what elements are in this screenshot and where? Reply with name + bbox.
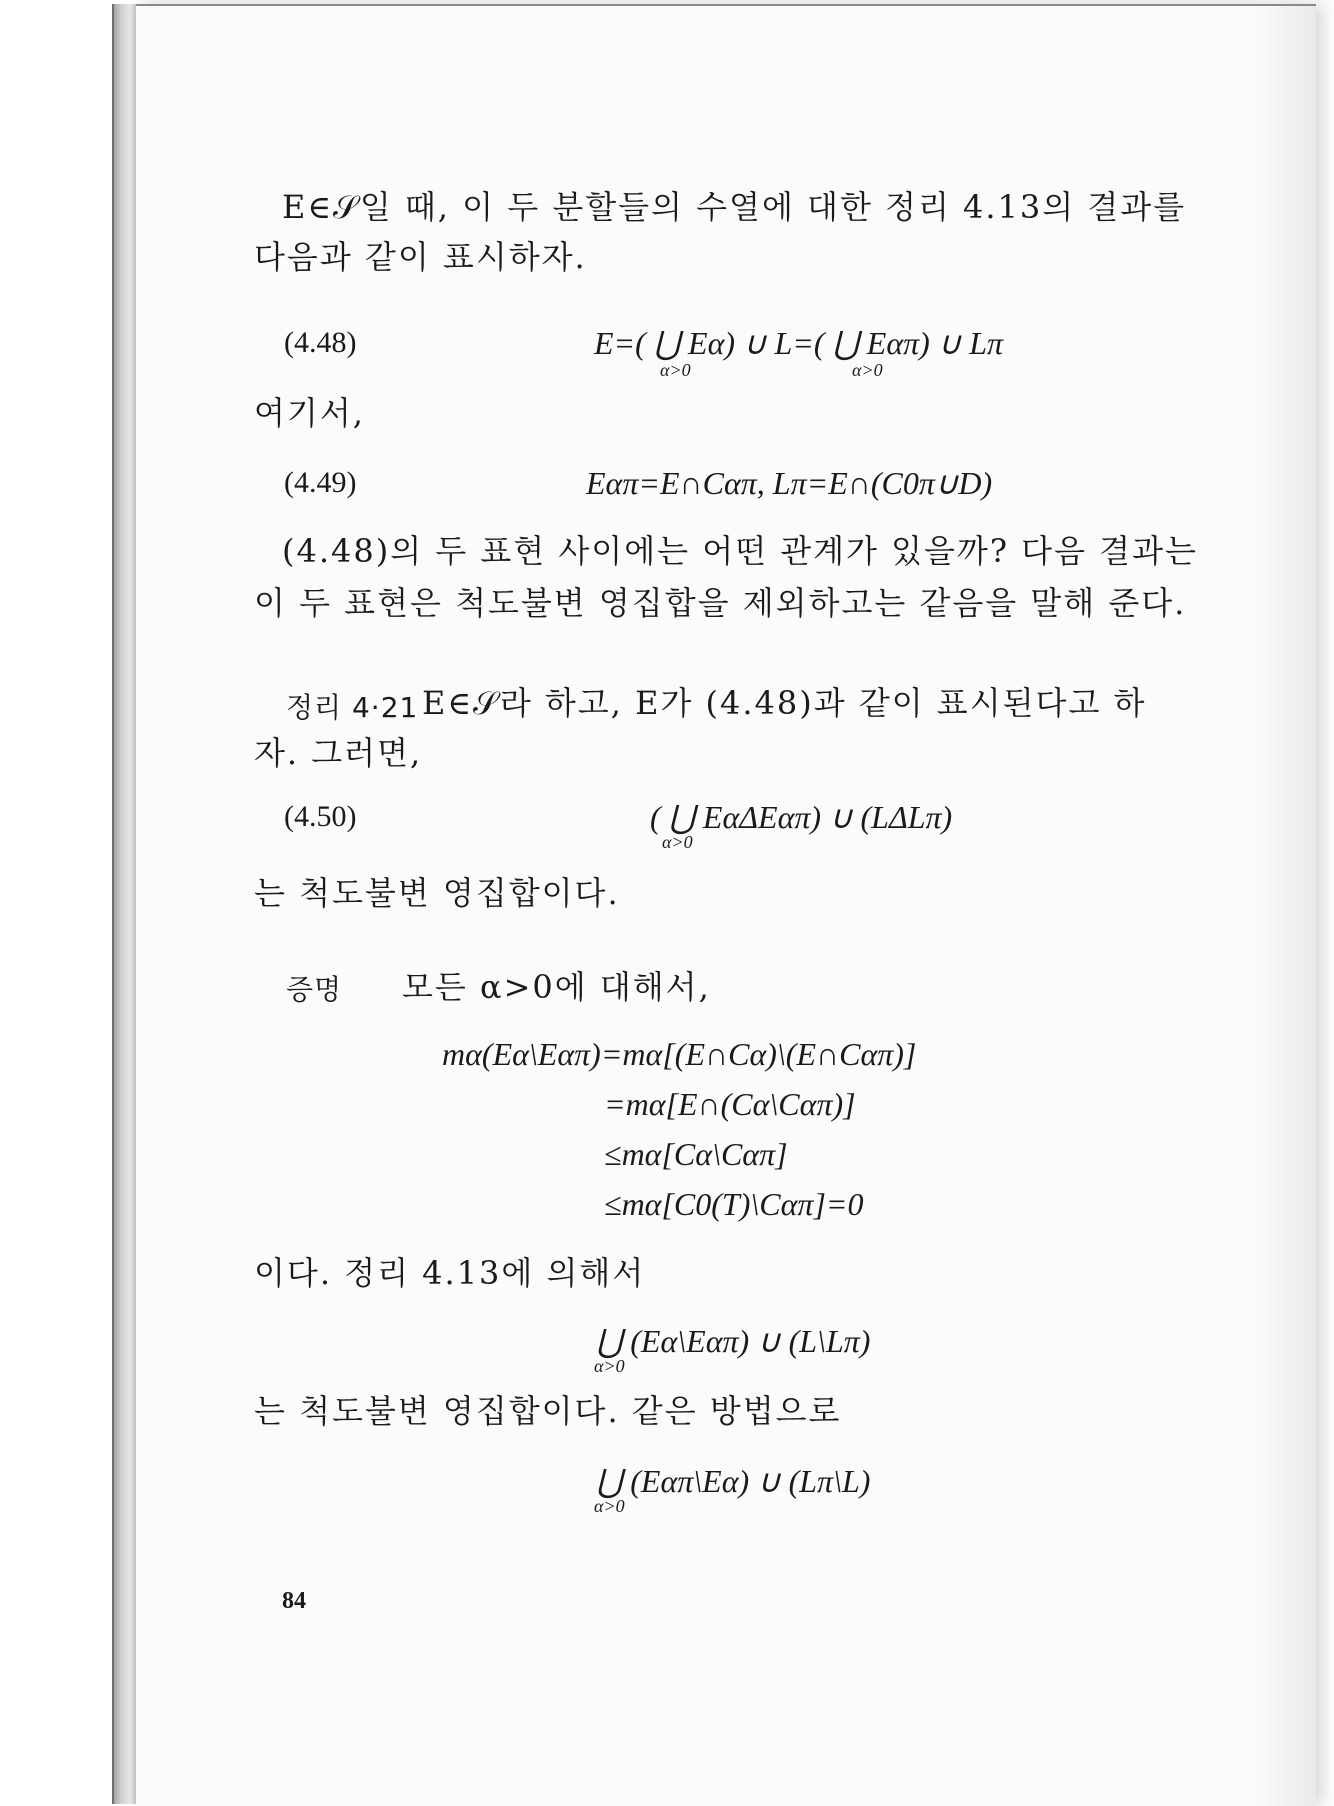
eq-4-48-subscript-1: α>0 xyxy=(660,360,691,380)
book-spine xyxy=(112,4,138,1804)
theorem-line-1: E∈𝒮라 하고, E가 (4.48)과 같이 표시된다고 하 xyxy=(422,684,1147,722)
book-page xyxy=(136,4,1316,1806)
proof-chain-line-4: ≤mα[C0(T)\Cαπ]=0 xyxy=(604,1186,864,1222)
eq-4-49-expression: Eαπ=E∩Cαπ, Lπ=E∩(C0π∪D) xyxy=(586,465,993,501)
intro-line-1: E∈𝒮일 때, 이 두 분할들의 수열에 대한 정리 4.13의 결과를 xyxy=(282,188,1187,226)
page-number: 84 xyxy=(282,1588,306,1614)
proof-union-1-subscript: α>0 xyxy=(594,1356,625,1376)
proof-union-1: ⋃ (Eα\Eαπ) ∪ (L\Lπ) xyxy=(596,1323,871,1359)
eq-4-48-label: (4.48) xyxy=(284,326,357,359)
eq-4-49-label: (4.49) xyxy=(284,466,357,499)
eq-4-50-label: (4.50) xyxy=(284,800,357,833)
intro-line-2: 다음과 같이 표시하자. xyxy=(254,238,587,276)
where-text: 여기서, xyxy=(254,394,365,432)
eq-4-48-subscript-2: α>0 xyxy=(852,360,883,380)
book-spine-edge xyxy=(112,4,114,1804)
proof-union-2: ⋃ (Eαπ\Eα) ∪ (Lπ\L) xyxy=(596,1463,871,1499)
theorem-heading: 정리 4·21 xyxy=(286,691,419,724)
proof-chain-line-2: =mα[E∩(Cα\Cαπ)] xyxy=(604,1086,856,1122)
proof-after-union-1: 는 척도불변 영집합이다. 같은 방법으로 xyxy=(254,1392,842,1430)
proof-union-2-subscript: α>0 xyxy=(594,1496,625,1516)
proof-after-chain: 이다. 정리 4.13에 의해서 xyxy=(254,1254,646,1292)
theorem-conclusion: 는 척도불변 영집합이다. xyxy=(254,874,620,912)
theorem-line-2: 자. 그러면, xyxy=(254,734,423,772)
proof-chain-line-1: mα(Eα\Eαπ)=mα[(E∩Cα)\(E∩Cαπ)] xyxy=(442,1036,917,1072)
question-line-1: (4.48)의 두 표현 사이에는 어떤 관계가 있을까? 다음 결과는 xyxy=(282,532,1198,570)
eq-4-48-expression: E=( ⋃ Eα) ∪ L=( ⋃ Eαπ) ∪ Lπ xyxy=(594,325,1004,361)
eq-4-50-subscript: α>0 xyxy=(662,832,693,852)
proof-heading: 증명 xyxy=(286,973,343,1006)
eq-4-50-expression: ( ⋃ EαΔEαπ) ∪ (LΔLπ) xyxy=(650,799,953,835)
page-shadow xyxy=(1256,6,1316,1806)
question-line-2: 이 두 표현은 척도불변 영집합을 제외하고는 같음을 말해 준다. xyxy=(254,584,1187,622)
proof-intro: 모든 α>0에 대해서, xyxy=(402,968,711,1006)
proof-chain-line-3: ≤mα[Cα\Cαπ] xyxy=(604,1136,788,1172)
